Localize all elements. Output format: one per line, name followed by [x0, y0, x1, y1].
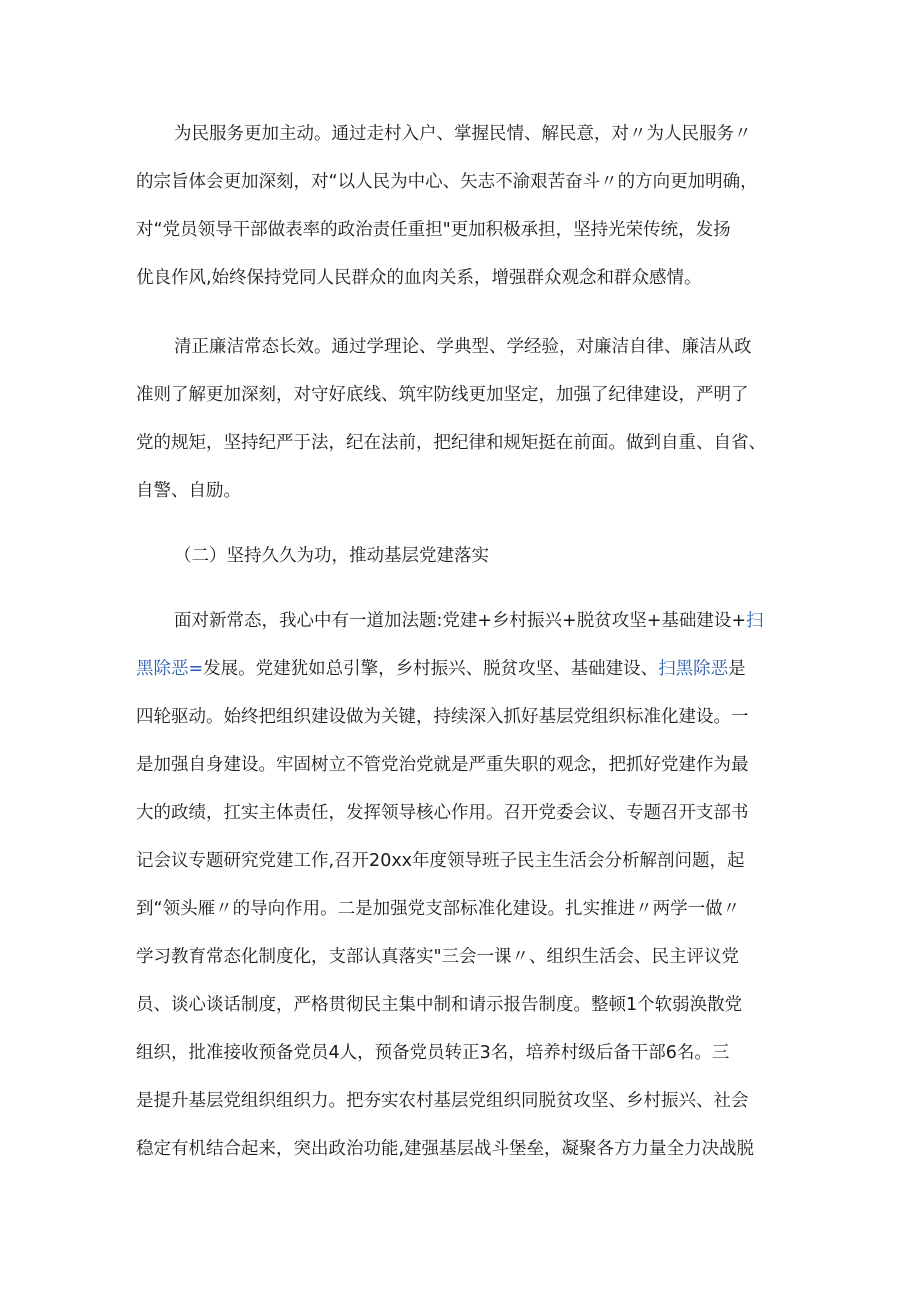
paragraph-3-line-11: 是提升基层党组织组织力。把夯实农村基层党组织同脱贫攻坚、乡村振兴、社会 [136, 1091, 749, 1111]
paragraph-3-line-10: 组织，批准接收预备党员4人，预备党员转正3名，培养村级后备干部6名。三 [136, 1043, 730, 1063]
paragraph-2-line-1: 清正廉洁常态长效。通过学理论、学典型、学经验，对廉洁自律、廉洁从政 [174, 337, 752, 357]
sweep-evil-link-2[interactable]: 扫黑除恶 [658, 659, 729, 679]
paragraph-2-line-2: 准则了解更加深刻，对守好底线、筑牢防线更加坚定，加强了纪律建设，严明了 [136, 385, 749, 405]
paragraph-3-line-4: 是加强自身建设。牢固树立不管党治党就是严重失职的观念，把抓好党建作为最 [136, 755, 749, 775]
paragraph-3-line-3: 四轮驱动。始终把组织建设做为关键，持续深入抓好基层党组织标准化建设。一 [136, 707, 749, 727]
paragraph-3-line-2 [136, 657, 786, 681]
paragraph-3-line-7: 到“领头雁〃的导向作用。二是加强党支部标准化建设。扎实推进〃两学一做〃 [136, 899, 741, 919]
paragraph-3-line-12: 稳定有机结合起来，突出政治功能,建强基层战斗堡垒，凝聚各方力量全力决战脱 [136, 1139, 755, 1159]
paragraph-3-line-1-text: 面对新常态，我心中有一道加法题:党建+乡村振兴+脱贫攻坚+基础建设+ [174, 611, 747, 631]
paragraph-3-line-8: 学习教育常态化制度化，支部认真落实"三会一课〃、组织生活会、民主评议党 [136, 947, 740, 967]
paragraph-1-line-1: 为民服务更加主动。通过走村入户、掌握民情、解民意，对〃为人民服务〃 [174, 124, 752, 144]
sweep-evil-link-part-1[interactable]: 扫 [746, 611, 764, 631]
section-heading: （二）坚持久久为功，推动基层党建落实 [174, 546, 489, 566]
paragraph-1-line-3: 对“党员领导干部做表率的政治责任重担"更加积极承担，坚持光荣传统，发扬 [136, 220, 731, 240]
paragraph-1-line-4: 优良作风,始终保持党同人民群众的血肉关系，增强群众观念和群众感情。 [136, 268, 702, 288]
paragraph-3-line-2-end: 是 [728, 659, 746, 679]
paragraph-1-line-2: 的宗旨体会更加深刻，对“以人民为中心、矢志不渝艰苦奋斗〃的方向更加明确， [136, 172, 758, 192]
paragraph-3-line-1 [174, 609, 786, 633]
sweep-evil-link-part-2[interactable]: 黑除恶= [136, 659, 204, 679]
paragraph-2-line-3: 党的规矩，坚持纪严于法，纪在法前，把纪律和规矩挺在前面。做到自重、自省、 [136, 433, 766, 453]
paragraph-2-line-4: 自警、自励。 [136, 481, 241, 501]
paragraph-3-line-9: 员、谈心谈话制度，严格贯彻民主集中制和请示报告制度。整顿1个软弱涣散党 [136, 995, 743, 1015]
paragraph-3-line-5: 大的政绩，扛实主体责任，发挥领导核心作用。召开党委会议、专题召开支部书 [136, 803, 749, 823]
paragraph-3-line-2-mid: 发展。党建犹如总引擎，乡村振兴、脱贫攻坚、基础建设、 [203, 659, 659, 679]
paragraph-3-line-6: 记会议专题研究党建工作,召开20xx年度领导班子民主生活会分析解剖问题，起 [136, 851, 745, 871]
